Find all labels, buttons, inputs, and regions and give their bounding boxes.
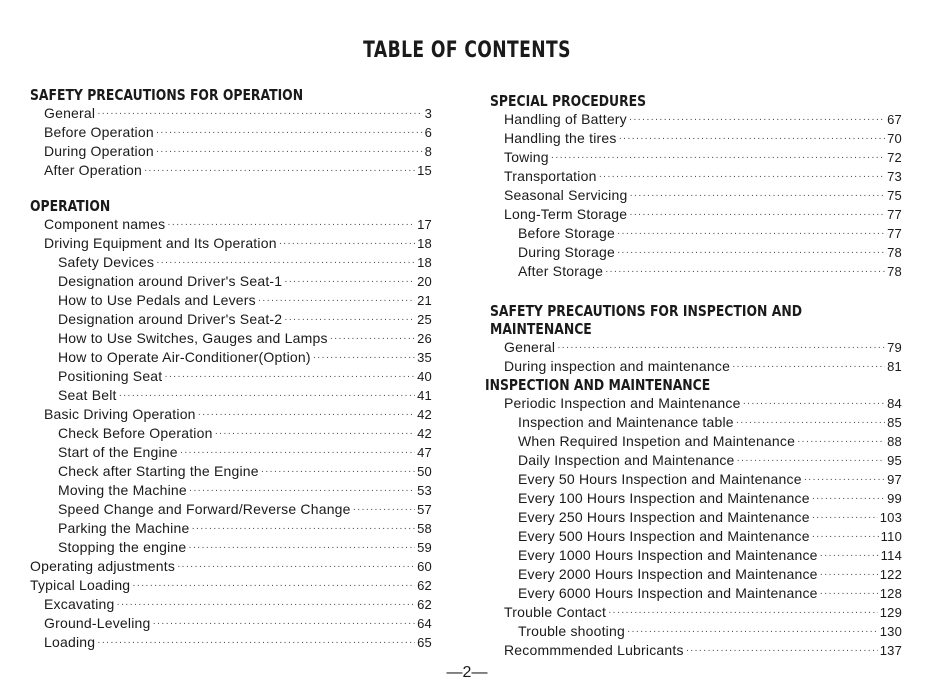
toc-leader-dots (156, 256, 415, 270)
toc-leader-dots (116, 598, 415, 612)
section-heading-operation: OPERATION (30, 197, 111, 215)
toc-entry (30, 538, 432, 557)
toc-entry (490, 357, 902, 376)
toc-entry (490, 243, 902, 262)
toc-entry-label: After Storage (518, 263, 604, 279)
toc-leader-dots (629, 189, 885, 203)
toc-entry-page: 130 (879, 624, 902, 639)
toc-leader-dots (812, 492, 885, 506)
toc-entry-page: 35 (417, 350, 432, 365)
toc-entry-label: Basic Driving Operation (44, 406, 196, 422)
toc-entry (30, 161, 432, 180)
toc-entry-page: 21 (417, 293, 432, 308)
toc-leader-dots (617, 227, 885, 241)
toc-entry (30, 367, 432, 386)
toc-entry-label: General (44, 105, 96, 121)
toc-entry-label: Every 2000 Hours Inspection and Maintenance (518, 566, 818, 582)
toc-entry-label: Designation around Driver's Seat-2 (58, 311, 283, 327)
toc-entry (490, 338, 902, 357)
toc-entry-page: 79 (887, 340, 902, 355)
toc-entry (490, 470, 902, 489)
toc-entry (490, 413, 902, 432)
toc-entry (490, 167, 902, 186)
toc-entry-label: Trouble shooting (518, 623, 625, 639)
toc-entry (490, 489, 902, 508)
toc-leader-dots (617, 246, 885, 260)
toc-entry-page: 50 (417, 464, 432, 479)
toc-leader-dots (551, 151, 885, 165)
toc-entry-page: 67 (887, 112, 902, 127)
toc-entry-page: 6 (424, 125, 432, 140)
toc-entry-label: Designation around Driver's Seat-1 (58, 273, 283, 289)
toc-entry (30, 123, 432, 142)
toc-entry-label: How to Operate Air-Conditioner(Option) (58, 349, 311, 365)
toc-entry-page: 58 (417, 521, 432, 536)
toc-entry (30, 633, 432, 652)
toc-entry-label: Seasonal Servicing (504, 187, 628, 203)
toc-entry-page: 18 (417, 255, 432, 270)
toc-entry-page: 84 (887, 396, 902, 411)
toc-leader-dots (153, 617, 416, 631)
toc-entry-page: 75 (887, 188, 902, 203)
toc-entry-page: 26 (417, 331, 432, 346)
toc-entry-page: 122 (879, 567, 902, 582)
toc-entry-page: 128 (879, 586, 902, 601)
toc-entry (490, 262, 902, 281)
toc-entry (490, 508, 902, 527)
toc-entry-label: Every 50 Hours Inspection and Maintenance (518, 471, 802, 487)
toc-leader-dots (164, 370, 415, 384)
toc-entry-label: How to Use Switches, Gauges and Lamps (58, 330, 328, 346)
toc-leader-dots (258, 294, 415, 308)
toc-entry (490, 603, 902, 622)
toc-entry (30, 234, 432, 253)
toc-entry-label: Parking the Machine (58, 520, 190, 536)
toc-entry (30, 405, 432, 424)
toc-entry (30, 104, 432, 123)
toc-entry-label: Every 100 Hours Inspection and Maintenance (518, 490, 810, 506)
toc-leader-dots (812, 530, 879, 544)
toc-list-special-procedures (490, 110, 902, 281)
toc-leader-dots (353, 503, 415, 517)
toc-entry (490, 205, 902, 224)
toc-entry (490, 224, 902, 243)
toc-leader-dots (132, 579, 415, 593)
toc-entry-page: 65 (417, 635, 432, 650)
toc-entry-label: Excavating (44, 596, 115, 612)
toc-leader-dots (629, 208, 885, 222)
toc-leader-dots (732, 360, 885, 374)
toc-leader-dots (97, 636, 415, 650)
toc-entry-page: 129 (879, 605, 902, 620)
section-heading-safety-inspection-line2: MAINTENANCE (490, 320, 592, 338)
toc-right-column (485, 92, 902, 660)
toc-entry-label: Check after Starting the Engine (58, 463, 259, 479)
toc-entry-label: Driving Equipment and Its Operation (44, 235, 277, 251)
toc-entry-page: 73 (887, 169, 902, 184)
toc-list-safety-inspection (490, 338, 902, 376)
toc-entry-label: Inspection and Maintenance table (518, 414, 734, 430)
toc-entry-page: 137 (879, 643, 902, 658)
section-heading-safety-operation: SAFETY PRECAUTIONS FOR OPERATION (30, 86, 304, 104)
toc-entry-page: 62 (417, 597, 432, 612)
toc-left-column (30, 86, 432, 652)
toc-entry (490, 622, 902, 641)
toc-entry-page: 114 (880, 548, 902, 563)
toc-entry-label: Handling of Battery (504, 111, 627, 127)
toc-entry (30, 310, 432, 329)
toc-entry (30, 519, 432, 538)
toc-entry-label: Every 6000 Hours Inspection and Maintenance (518, 585, 818, 601)
toc-entry-label: During Storage (518, 244, 615, 260)
toc-entry-label: During inspection and maintenance (504, 358, 731, 374)
toc-entry (30, 272, 432, 291)
toc-entry-page: 77 (887, 207, 902, 222)
toc-entry-page: 95 (887, 453, 902, 468)
toc-entry-label: How to Use Pedals and Levers (58, 292, 256, 308)
toc-leader-dots (736, 416, 885, 430)
toc-entry-label: Periodic Inspection and Maintenance (504, 395, 741, 411)
toc-leader-dots (820, 587, 878, 601)
toc-entry-label: Before Operation (44, 124, 154, 140)
toc-entry-label: Trouble Contact (504, 604, 607, 620)
toc-entry-label: Seat Belt (58, 387, 117, 403)
toc-entry-label: Start of the Engine (58, 444, 178, 460)
toc-entry (490, 110, 902, 129)
toc-leader-dots (743, 397, 886, 411)
toc-leader-dots (156, 126, 423, 140)
toc-leader-dots (279, 237, 415, 251)
toc-entry-label: Every 1000 Hours Inspection and Maintenance (518, 547, 818, 563)
toc-entry (490, 565, 902, 584)
toc-entry-label: Transportation (504, 168, 597, 184)
toc-leader-dots (627, 625, 878, 639)
toc-leader-dots (188, 541, 415, 555)
toc-entry (30, 481, 432, 500)
page-number: —2— (446, 664, 488, 681)
toc-leader-dots (686, 644, 878, 658)
toc-entry-label: Every 500 Hours Inspection and Maintenance (518, 528, 810, 544)
toc-entry (30, 500, 432, 519)
toc-entry-label: Safety Devices (58, 254, 155, 270)
toc-leader-dots (605, 265, 885, 279)
toc-entry-page: 78 (887, 245, 902, 260)
toc-entry-label: Long-Term Storage (504, 206, 628, 222)
toc-entry-page: 77 (887, 226, 902, 241)
toc-entry-page: 64 (417, 616, 432, 631)
toc-leader-dots (189, 484, 415, 498)
toc-entry-page: 99 (887, 491, 902, 506)
toc-entry-page: 72 (887, 150, 902, 165)
toc-entry-page: 42 (417, 407, 432, 422)
toc-entry (30, 215, 432, 234)
toc-entry-label: Before Storage (518, 225, 615, 241)
toc-entry-page: 81 (887, 359, 902, 374)
toc-entry-label: Check Before Operation (58, 425, 213, 441)
page-title: TABLE OF CONTENTS (363, 38, 571, 63)
toc-entry-page: 25 (417, 312, 432, 327)
toc-list-inspection-maintenance (490, 394, 902, 660)
toc-leader-dots (812, 511, 878, 525)
toc-entry-label: Moving the Machine (58, 482, 187, 498)
toc-entry (30, 557, 432, 576)
toc-leader-dots (156, 145, 423, 159)
toc-entry-label: Recommmended Lubricants (504, 642, 684, 658)
toc-entry-label: Loading (44, 634, 96, 650)
toc-entry-page: 110 (880, 529, 902, 544)
toc-entry (490, 186, 902, 205)
toc-entry-page: 78 (887, 264, 902, 279)
toc-entry-label: Component names (44, 216, 166, 232)
toc-entry (490, 148, 902, 167)
toc-entry-page: 41 (417, 388, 432, 403)
toc-entry-page: 40 (417, 369, 432, 384)
toc-leader-dots (284, 313, 415, 327)
toc-entry (490, 129, 902, 148)
toc-entry (30, 253, 432, 272)
toc-entry-label: General (504, 339, 556, 355)
toc-entry-label: Positioning Seat (58, 368, 163, 384)
toc-entry (490, 641, 902, 660)
toc-leader-dots (737, 454, 886, 468)
section-heading-special-procedures: SPECIAL PROCEDURES (490, 92, 647, 110)
toc-entry (30, 576, 432, 595)
toc-entry-page: 59 (417, 540, 432, 555)
toc-entry-page: 85 (887, 415, 902, 430)
section-heading-inspection-maintenance: INSPECTION AND MAINTENANCE (485, 376, 711, 394)
toc-leader-dots (313, 351, 415, 365)
toc-leader-dots (608, 606, 878, 620)
toc-entry (490, 584, 902, 603)
toc-leader-dots (167, 218, 415, 232)
toc-leader-dots (198, 408, 415, 422)
toc-leader-dots (797, 435, 885, 449)
toc-entry-page: 60 (417, 559, 432, 574)
toc-entry (490, 527, 902, 546)
toc-entry-label: Daily Inspection and Maintenance (518, 452, 735, 468)
toc-leader-dots (619, 132, 886, 146)
toc-entry-page: 17 (417, 217, 432, 232)
toc-leader-dots (215, 427, 416, 441)
toc-entry-page: 42 (417, 426, 432, 441)
toc-entry (30, 443, 432, 462)
toc-entry-label: Operating adjustments (30, 558, 176, 574)
toc-entry-label: Ground-Leveling (44, 615, 151, 631)
toc-leader-dots (804, 473, 885, 487)
toc-leader-dots (557, 341, 885, 355)
toc-entry-label: Speed Change and Forward/Reverse Change (58, 501, 351, 517)
toc-entry-label: Typical Loading (30, 577, 131, 593)
toc-leader-dots (180, 446, 415, 460)
toc-entry-label: Stopping the engine (58, 539, 187, 555)
toc-leader-dots (119, 389, 416, 403)
toc-entry-page: 18 (417, 236, 432, 251)
section-heading-safety-inspection-line1: SAFETY PRECAUTIONS FOR INSPECTION AND (490, 302, 802, 320)
toc-list-safety-operation (30, 104, 432, 180)
toc-entry (30, 424, 432, 443)
toc-entry-page: 3 (424, 106, 432, 121)
toc-entry (30, 329, 432, 348)
toc-leader-dots (599, 170, 886, 184)
toc-entry-page: 62 (417, 578, 432, 593)
toc-entry (490, 394, 902, 413)
toc-entry-page: 8 (424, 144, 432, 159)
toc-entry-page: 88 (887, 434, 902, 449)
toc-entry-page: 53 (417, 483, 432, 498)
toc-leader-dots (629, 113, 885, 127)
toc-leader-dots (191, 522, 415, 536)
toc-entry (30, 142, 432, 161)
toc-entry-page: 70 (887, 131, 902, 146)
toc-leader-dots (820, 549, 879, 563)
toc-leader-dots (284, 275, 415, 289)
toc-entry-label: After Operation (44, 162, 142, 178)
toc-entry-page: 20 (417, 274, 432, 289)
toc-entry (30, 291, 432, 310)
toc-leader-dots (820, 568, 878, 582)
toc-entry-page: 97 (887, 472, 902, 487)
toc-entry (30, 595, 432, 614)
toc-leader-dots (177, 560, 415, 574)
toc-entry (490, 451, 902, 470)
toc-entry-label: During Operation (44, 143, 154, 159)
toc-list-operation (30, 215, 432, 652)
toc-entry-page: 103 (879, 510, 902, 525)
toc-entry-label: When Required Inspetion and Maintenance (518, 433, 796, 449)
toc-entry (490, 432, 902, 451)
toc-leader-dots (330, 332, 415, 346)
toc-entry (30, 614, 432, 633)
toc-entry-page: 47 (417, 445, 432, 460)
toc-entry-label: Towing (504, 149, 549, 165)
toc-entry-page: 57 (417, 502, 432, 517)
toc-entry (30, 462, 432, 481)
toc-leader-dots (261, 465, 415, 479)
toc-leader-dots (144, 164, 415, 178)
toc-leader-dots (97, 107, 422, 121)
toc-entry (490, 546, 902, 565)
toc-entry-label: Every 250 Hours Inspection and Maintenance (518, 509, 810, 525)
toc-entry-page: 15 (417, 163, 432, 178)
toc-entry-label: Handling the tires (504, 130, 617, 146)
toc-entry (30, 386, 432, 405)
toc-entry (30, 348, 432, 367)
